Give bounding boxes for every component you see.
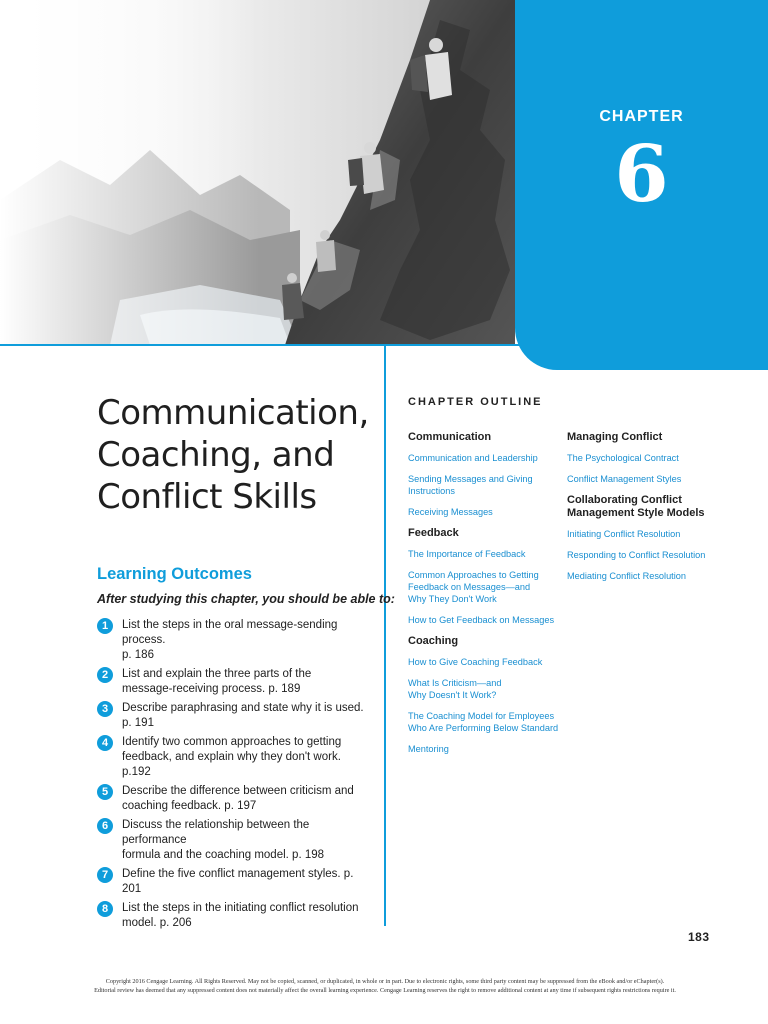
outcome-number-badge: 3 xyxy=(97,701,113,717)
outline-link[interactable] xyxy=(567,452,727,464)
outline-link[interactable] xyxy=(408,677,578,701)
outcome-text-line: p. 186 xyxy=(122,649,154,661)
outcome-text-line: p. 191 xyxy=(122,717,154,729)
outline-link-text: Who Are Performing Below Standard xyxy=(408,723,559,733)
page-number: 183 xyxy=(688,930,710,944)
outline-link-text: Responding to Conflict Resolution xyxy=(567,550,706,560)
outline-link-text: The Coaching Model for Employees xyxy=(408,711,555,721)
learning-outcomes-list xyxy=(97,618,372,935)
footer-line: Editorial review has deemed that any suppressed content does not materially affect the overall learning experience. Cengage Learning reserves the right to remove additional content at any time if subsequent rights restrictions require it. xyxy=(94,987,676,994)
outline-column-right xyxy=(567,431,727,591)
outline-link[interactable] xyxy=(567,549,727,561)
outcome-text-line: List the steps in the initiating conflict resolution xyxy=(122,902,359,914)
outline-section-heading: Coaching xyxy=(408,635,459,647)
outline-link[interactable] xyxy=(408,614,578,626)
outcome-number-badge: 4 xyxy=(97,735,113,751)
outline-link-text: The Psychological Contract xyxy=(567,453,679,463)
outcome-number-badge: 5 xyxy=(97,784,113,800)
outline-link-text: Receiving Messages xyxy=(408,507,493,517)
chapter-title xyxy=(97,392,377,518)
outline-link[interactable] xyxy=(567,570,727,582)
outline-link-text: Initiating Conflict Resolution xyxy=(567,529,681,539)
vertical-rule xyxy=(384,344,386,926)
outcome-text-line: model. p. 206 xyxy=(122,917,192,929)
learning-outcome-item xyxy=(97,667,372,697)
outline-link-text: The Importance of Feedback xyxy=(408,549,526,559)
outline-link-text: Mentoring xyxy=(408,744,449,754)
outline-section-heading: Communication xyxy=(408,431,492,443)
title-line: Communication, xyxy=(97,393,369,433)
outcome-text-line: List the steps in the oral message-sending process. xyxy=(122,619,338,646)
outcome-number-badge: 1 xyxy=(97,618,113,634)
outcome-text-line: Describe the difference between criticism and xyxy=(122,785,354,797)
outline-link-text: Why They Don't Work xyxy=(408,594,497,604)
outline-link-text: What Is Criticism—and xyxy=(408,678,502,688)
outcome-text-line: Identify two common approaches to getting xyxy=(122,736,342,748)
learning-outcome-item xyxy=(97,818,372,863)
outline-link[interactable] xyxy=(567,473,727,485)
chapter-number: 6 xyxy=(614,129,669,220)
outcome-text-line: coaching feedback. p. 197 xyxy=(122,800,257,812)
outline-link[interactable] xyxy=(408,452,578,464)
outline-section-heading: Management Style Models xyxy=(567,507,705,519)
copyright-footer xyxy=(40,977,730,995)
chapter-label: CHAPTER xyxy=(599,108,684,125)
outcome-text-line: Define the five conflict management styles. p. 201 xyxy=(122,868,354,895)
outcome-text-line: feedback, and explain why they don't work. p.192 xyxy=(122,751,341,778)
outcome-number-badge: 8 xyxy=(97,901,113,917)
outline-link[interactable] xyxy=(408,656,578,668)
outline-link-text: Common Approaches to Getting xyxy=(408,570,539,580)
footer-line: Copyright 2016 Cengage Learning. All Rights Reserved. May not be copied, scanned, or duplicated, in whole or in part. Due to electronic rights, some third party content may be suppressed from the eBook and/or eChapter(s). xyxy=(105,978,665,985)
outline-link-text: Conflict Management Styles xyxy=(567,474,682,484)
outline-section-heading: Collaborating Conflict xyxy=(567,494,682,506)
outline-link-text: How to Give Coaching Feedback xyxy=(408,657,543,667)
outline-link-text: Mediating Conflict Resolution xyxy=(567,571,686,581)
outline-link-text: Communication and Leadership xyxy=(408,453,538,463)
learning-outcome-item xyxy=(97,735,372,780)
learning-outcomes-subheading: After studying this chapter, you should be able to: xyxy=(97,592,395,606)
outcome-number-badge: 6 xyxy=(97,818,113,834)
learning-outcome-item xyxy=(97,784,372,814)
learning-outcome-item xyxy=(97,701,372,731)
outcome-number-badge: 2 xyxy=(97,667,113,683)
outline-link[interactable] xyxy=(408,569,578,605)
chapter-opener-photo xyxy=(0,0,515,345)
outline-section-heading: Managing Conflict xyxy=(567,431,663,443)
outcome-text-line: Discuss the relationship between the performance xyxy=(122,819,310,846)
outcome-text-line: List and explain the three parts of the xyxy=(122,668,312,680)
learning-outcomes-heading: Learning Outcomes xyxy=(97,565,252,583)
climbers-photo-graphic xyxy=(0,0,515,345)
outline-link-text: Sending Messages and Giving Instructions xyxy=(408,474,533,496)
title-line: Coaching, and xyxy=(97,435,335,475)
chapter-outline-heading: CHAPTER OUTLINE xyxy=(408,396,543,408)
outcome-text-line: Describe paraphrasing and state why it is used. xyxy=(122,702,364,714)
learning-outcome-item xyxy=(97,901,372,931)
learning-outcome-item xyxy=(97,618,372,663)
outcome-number-badge: 7 xyxy=(97,867,113,883)
outline-link[interactable] xyxy=(408,506,578,518)
outcome-text-line: message-receiving process. p. 189 xyxy=(122,683,301,695)
outline-link-text: How to Get Feedback on Messages xyxy=(408,615,555,625)
learning-outcome-item xyxy=(97,867,372,897)
outline-link-text: Why Doesn't It Work? xyxy=(408,690,497,700)
outline-link-text: Feedback on Messages—and xyxy=(408,582,531,592)
outline-column-left xyxy=(408,431,578,764)
horizontal-rule xyxy=(0,344,520,346)
outline-link[interactable] xyxy=(408,743,578,755)
outline-section-heading: Feedback xyxy=(408,527,459,539)
title-line: Conflict Skills xyxy=(97,477,317,517)
outline-link[interactable] xyxy=(408,710,578,734)
outline-link[interactable] xyxy=(408,548,578,560)
chapter-banner xyxy=(515,0,768,370)
outcome-text-line: formula and the coaching model. p. 198 xyxy=(122,849,325,861)
outline-link[interactable] xyxy=(567,528,727,540)
outline-link[interactable] xyxy=(408,473,578,497)
